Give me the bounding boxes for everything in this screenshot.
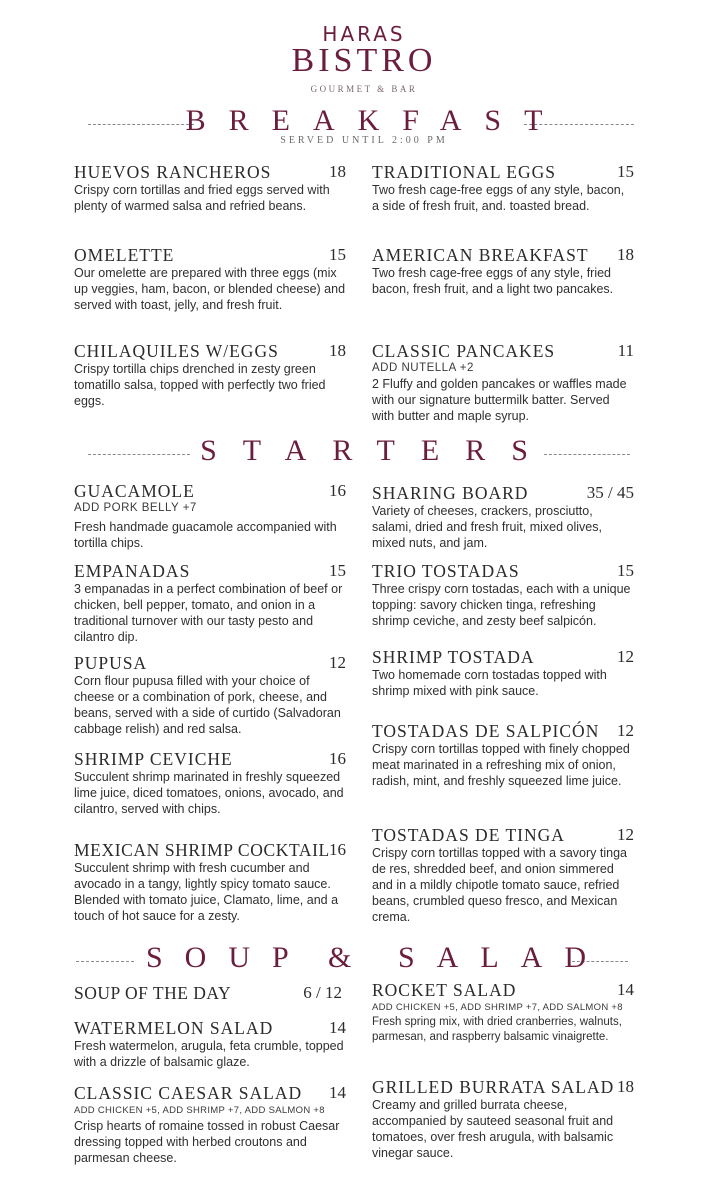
item-name: CHILAQUILES W/EGGS [74, 341, 279, 361]
item-name: AMERICAN BREAKFAST [372, 245, 589, 265]
item-price: 35 / 45 [586, 483, 634, 502]
item-description: Crisp hearts of romaine tossed in robust Caesar dressing topped with herbed croutons and parmesan cheese. [74, 1119, 340, 1165]
item-price: 14 [617, 980, 634, 999]
item-price: 11 [617, 341, 634, 360]
item-price: 12 [617, 825, 634, 844]
section-title-starters: STARTERS [200, 434, 554, 467]
item-name: GUACAMOLE [74, 481, 195, 501]
item-description: Crispy corn tortillas topped with a savory tinga de res, shredded beef, and onion simmered and in a mildly chipotle tomato sauce, refried beans, crumbled queso fresco, and Mexican crema. [372, 846, 627, 924]
item-addon: ADD NUTELLA +2 [372, 362, 474, 374]
menu-item [74, 983, 346, 1003]
item-name: TRADITIONAL EGGS [372, 162, 557, 182]
item-description: Fresh spring mix, with dried cranberries, walnuts, parmesan, and raspberry balsamic vinaigrette. [372, 1016, 622, 1043]
item-price: 15 [617, 162, 634, 181]
item-price: 16 [329, 840, 346, 859]
menu-item [372, 561, 634, 629]
item-name: TRIO TOSTADAS [372, 561, 520, 581]
logo-line-2: BISTRO [291, 42, 437, 79]
item-name: EMPANADAS [74, 561, 191, 581]
item-price: 16 [329, 749, 346, 768]
menu-item [74, 1083, 346, 1166]
item-description: Crispy tortilla chips drenched in zesty green tomatillo salsa, topped with perfectly two fried eggs. [74, 362, 326, 408]
item-name: SOUP OF THE DAY [74, 983, 232, 1003]
item-description: Crispy corn tortillas topped with finely chopped meat marinated in a refreshing mix of onion, radish, mint, and freshly squeezed lime juice. [372, 742, 630, 788]
item-description: 2 Fluffy and golden pancakes or waffles made with our signature buttermilk batter. Served with butter and maple syrup. [372, 377, 627, 423]
item-description: Fresh handmade guacamole accompanied with tortilla chips. [74, 520, 337, 550]
item-description: Variety of cheeses, crackers, prosciutto, salami, dried and fresh fruit, mixed olives, mixed nuts, and jam. [372, 504, 602, 550]
menu-item [372, 647, 634, 699]
item-name: PUPUSA [74, 653, 148, 673]
item-description: Three crispy corn tostadas, each with a unique topping: savory chicken tinga, refreshing shrimp ceviche, and zesty beef salpicón. [372, 582, 631, 628]
item-price: 18 [329, 162, 346, 181]
item-price: 15 [329, 245, 346, 264]
menu-item [74, 341, 346, 409]
section-title-soup: SOUP [146, 941, 311, 974]
item-price: 12 [329, 653, 346, 672]
item-description: Two homemade corn tostadas topped with shrimp mixed with pink sauce. [372, 668, 607, 698]
item-price: 18 [329, 341, 346, 360]
item-name: HUEVOS RANCHEROS [74, 162, 272, 182]
item-price: 14 [329, 1018, 346, 1037]
item-name: OMELETTE [74, 245, 175, 265]
item-price: 15 [329, 561, 346, 580]
item-price: 18 [617, 245, 634, 264]
item-description: Succulent shrimp with fresh cucumber and avocado in a tangy, lightly spicy tomato sauce. Blended with tomato juice, Clamato, lime, and a touch of hot sauce for a zesty. [74, 861, 339, 923]
item-price: 18 [617, 1077, 634, 1096]
item-description: Succulent shrimp marinated in freshly squeezed lime juice, diced tomatoes, onions, avocado, and cilantro, served with chips. [74, 770, 344, 816]
item-price: 12 [617, 647, 634, 666]
item-name: TOSTADAS DE SALPICÓN [372, 721, 600, 741]
section-subtitle-breakfast: SERVED UNTIL 2:00 PM [280, 135, 448, 146]
section-title-breakfast: BREAKFAST [185, 104, 566, 137]
menu-item [74, 162, 346, 214]
item-name: TOSTADAS DE TINGA [372, 825, 565, 845]
divider-left [76, 961, 134, 962]
item-description: 3 empanadas in a perfect combination of beef or chicken, bell pepper, tomato, and onion in a traditional turnover with our tasty pesto and cilantro dip. [74, 582, 343, 644]
item-description: Two fresh cage-free eggs of any style, fried bacon, fresh fruit, and a light two pancakes. [372, 266, 614, 296]
menu-item [74, 245, 346, 313]
item-description: Corn flour pupusa filled with your choice of cheese or a combination of pork, cheese, and beans, served with a side of curtido (Salvadoran cabbage relish) and red salsa. [74, 674, 341, 736]
menu-item [372, 980, 634, 1045]
menu-item [372, 1077, 634, 1161]
logo-line-1: HARAS [322, 22, 406, 46]
menu-item [372, 341, 634, 424]
item-name: GRILLED BURRATA SALAD [372, 1077, 615, 1097]
item-description: Fresh watermelon, arugula, feta crumble, topped with a drizzle of balsamic glaze. [74, 1039, 344, 1069]
item-addon: ADD CHICKEN +5, ADD SHRIMP +7, ADD SALMON +8 [372, 1002, 623, 1013]
item-name: SHARING BOARD [372, 483, 529, 503]
menu-item [372, 825, 634, 925]
item-name: SHRIMP TOSTADA [372, 647, 535, 667]
item-description: Creamy and grilled burrata cheese, accompanied by sauteed seasonal fruit and tomatoes, over fresh arugula, with balsamic vinegar sauce. [372, 1098, 614, 1160]
menu-item [74, 481, 346, 551]
menu-item [372, 483, 634, 551]
item-name: CLASSIC PANCAKES [372, 341, 556, 361]
item-name: WATERMELON SALAD [74, 1018, 274, 1038]
item-name: CLASSIC CAESAR SALAD [74, 1083, 303, 1103]
item-name: SHRIMP CEVICHE [74, 749, 233, 769]
item-addon: ADD PORK BELLY +7 [74, 502, 197, 514]
menu-item [372, 245, 634, 297]
menu-item [372, 721, 634, 789]
item-price: 15 [617, 561, 634, 580]
item-description: Two fresh cage-free eggs of any style, bacon, a side of fresh fruit, and. toasted bread. [372, 183, 625, 213]
section-title-amp: & [328, 941, 352, 974]
menu-item [74, 653, 346, 737]
item-name: ROCKET SALAD [372, 980, 517, 1000]
section-title-salad: SALAD [398, 941, 609, 974]
item-description: Crispy corn tortillas and fried eggs served with plenty of warmed salsa and refried beans. [74, 183, 330, 213]
item-name: MEXICAN SHRIMP COCKTAIL [74, 840, 330, 860]
item-description: Our omelette are prepared with three eggs (mix up veggies, ham, bacon, or blended cheese) and served with toast, jelly, and fresh fruit. [74, 266, 346, 312]
menu-item [74, 840, 346, 924]
item-addon: ADD CHICKEN +5, ADD SHRIMP +7, ADD SALMON +8 [74, 1105, 325, 1116]
item-price: 12 [617, 721, 634, 740]
menu-item [74, 749, 346, 817]
menu-item [74, 1018, 346, 1070]
item-price: 16 [329, 481, 346, 500]
item-price: 6 / 12 [303, 983, 342, 1002]
logo-tagline: GOURMET & BAR [310, 84, 418, 94]
item-price: 14 [329, 1083, 346, 1102]
menu-item [372, 162, 634, 214]
menu-item [74, 561, 346, 645]
